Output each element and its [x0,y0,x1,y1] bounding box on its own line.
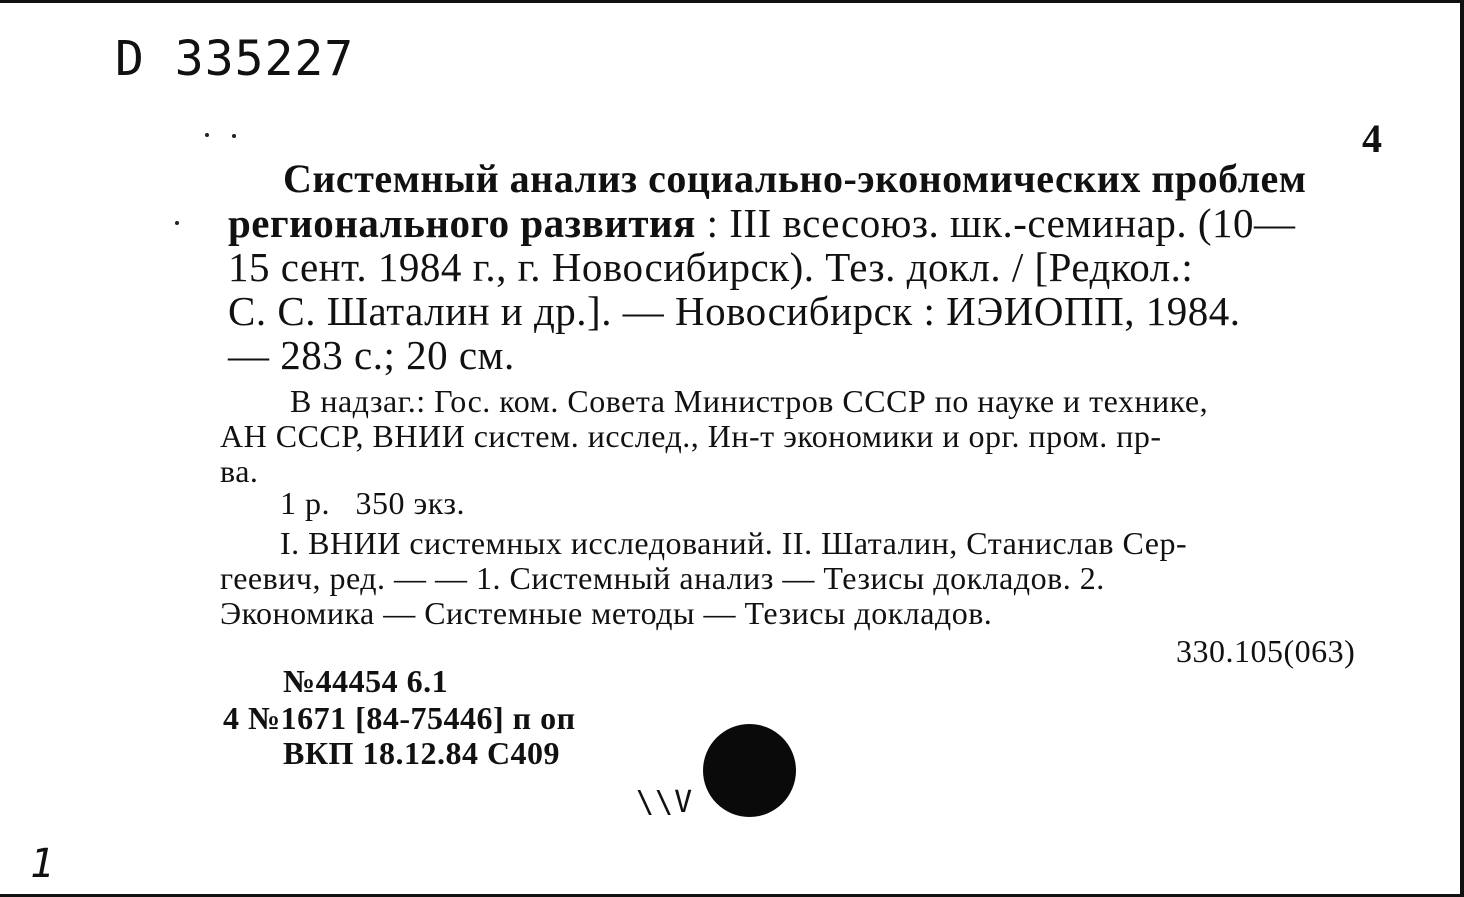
registry-line-3: ВКП 18.12.84 С409 [283,735,561,771]
note-line-3: ва. [220,453,259,489]
subject-line-1: I. ВНИИ системных исследований. II. Шаталин, Станислав Сер- [280,525,1188,561]
speck-mark [232,134,236,138]
registry-line-2: 4 №1671 [84-75446] п оп [223,700,576,736]
udc-code: 330.105(063) [1176,633,1356,669]
note-line-1: В надзаг.: Гос. ком. Совета Министров СССР по науке и технике, [290,383,1209,419]
title-bold-part: регионального развития [228,200,696,246]
title-line-1: Системный анализ социально-экономических проблем [283,156,1307,201]
card-number: 4 [1362,116,1382,161]
subject-line-2: геевич, ред. — — 1. Системный анализ — Тезисы докладов. 2. [220,560,1105,596]
speck-mark [175,221,179,225]
punch-hole [703,724,796,817]
registry-line-1: №44454 6.1 [283,663,449,699]
speck-mark [205,133,209,137]
subject-line-3: Экономика — Системные методы — Тезисы докладов. [220,595,993,631]
title-line-2 [228,199,1296,247]
description-line-3: 15 сент. 1984 г., г. Новосибирск). Тез. докл. / [Редкол.: [228,244,1194,290]
corner-handwritten-number: 1 [30,841,56,887]
note-line-2: АН СССР, ВНИИ систем. исслед., Ин-т экономики и орг. пром. пр- [220,418,1162,454]
description-line-4: С. С. Шаталин и др.]. — Новосибирск : ИЭИОПП, 1984. [228,288,1241,334]
description-line-5: — 283 с.; 20 см. [228,332,515,378]
title-rest-part: : III всесоюз. шк.-семинар. (10— [695,200,1296,246]
handwritten-mark: \\V [636,785,694,820]
price-line: 1 р. 350 экз. [280,485,465,521]
card-id: D 335227 [115,31,355,87]
